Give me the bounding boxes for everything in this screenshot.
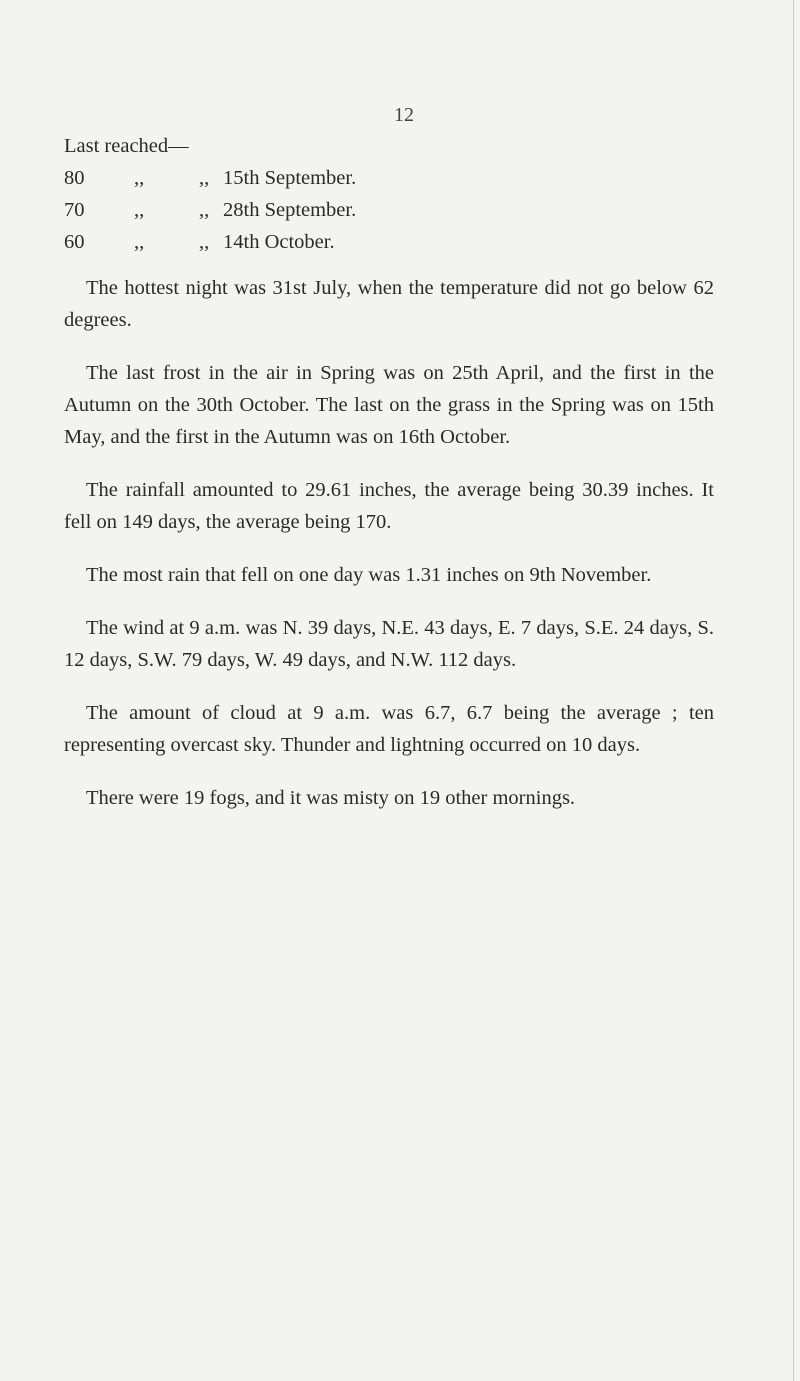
page-edge-line <box>793 0 794 1381</box>
paragraph-frost: The last frost in the air in Spring was on 25th April, and the first in the Autumn on the 30th October. The last on the grass in the Spring was on 15th May, and the first in the Autumn was on 16th October. <box>64 362 714 448</box>
date-cell: 28th September. <box>223 199 357 221</box>
ditto-mark: ,, <box>134 231 145 253</box>
table-row <box>64 226 356 258</box>
degrees-cell: 70 <box>64 199 85 221</box>
ditto-mark: ,, <box>199 199 210 221</box>
document-body <box>64 130 714 814</box>
table-row <box>64 162 356 194</box>
degrees-cell: 60 <box>64 231 85 253</box>
ditto-mark: ,, <box>134 167 145 189</box>
ditto-mark: ,, <box>134 199 145 221</box>
degrees-cell: 80 <box>64 167 85 189</box>
ditto-mark: ,, <box>199 231 210 253</box>
paragraph-fogs: There were 19 fogs, and it was misty on 19 other mornings. <box>86 787 576 809</box>
paragraph-rainfall: The rainfall amounted to 29.61 inches, the average being 30.39 inches. It fell on 149 days, the average being 170. <box>64 479 714 533</box>
last-reached-heading: Last reached— <box>64 135 189 157</box>
date-cell: 15th September. <box>223 167 357 189</box>
date-cell: 14th October. <box>223 231 335 253</box>
paragraph-hottest-night: The hottest night was 31st July, when the temperature did not go below 62 degrees. <box>64 277 714 331</box>
paragraph-wind: The wind at 9 a.m. was N. 39 days, N.E. 43 days, E. 7 days, S.E. 24 days, S. 12 days, S.W. 79 days, W. 49 days, and N.W. 112 days. <box>64 617 714 671</box>
last-reached-table <box>64 162 356 258</box>
paragraph-cloud: The amount of cloud at 9 a.m. was 6.7, 6.7 being the average ; ten representing overcast sky. Thunder and lightning occurred on 10 days. <box>64 702 714 756</box>
paragraph-most-rain: The most rain that fell on one day was 1.31 inches on 9th November. <box>86 564 652 586</box>
page-number: 12 <box>394 104 414 126</box>
table-row <box>64 194 356 226</box>
ditto-mark: ,, <box>199 167 210 189</box>
